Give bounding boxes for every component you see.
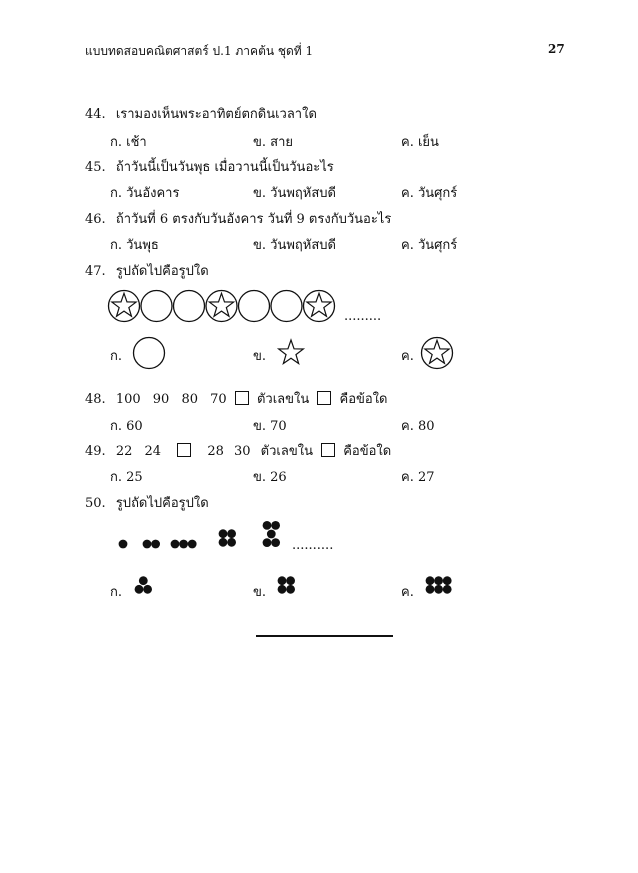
question-text-end: คือข้อใด (339, 392, 388, 407)
q46-option-a[interactable]: ก. วันพุธ (110, 238, 159, 253)
dot (271, 538, 280, 547)
q47-option-b-label[interactable]: ข. (253, 349, 267, 364)
dot (227, 538, 236, 547)
blank-box (235, 391, 249, 405)
blank-box (321, 443, 335, 457)
dot (219, 529, 228, 538)
question-number: 44. (85, 107, 106, 122)
star-shape (425, 340, 449, 363)
circle-shape (271, 291, 302, 322)
q44-option-c[interactable]: ค. เย็น (401, 135, 439, 150)
q50-option-a-label[interactable]: ก. (110, 585, 123, 600)
dot (119, 540, 128, 549)
question-text-end: คือข้อใด (343, 444, 392, 459)
dot (263, 538, 272, 547)
question-text: รูปถัดไปคือรูปใด (115, 496, 209, 511)
q47-option-a-circle-icon[interactable] (132, 336, 166, 370)
q47-option-b-star-icon[interactable] (276, 338, 306, 368)
star-circle-shape (422, 338, 453, 369)
q46-option-b[interactable]: ข. วันพฤหัสบดี (253, 238, 336, 253)
dot (151, 540, 160, 549)
q50-option-b-label[interactable]: ข. (253, 585, 267, 600)
dot (179, 540, 188, 549)
dot (267, 530, 276, 539)
q47-shape-sequence (106, 286, 346, 326)
question-number: 45. (85, 160, 106, 175)
dot (139, 576, 148, 585)
q44-option-b[interactable]: ข. สาย (253, 135, 294, 150)
dot (426, 576, 435, 585)
circle-shape (239, 291, 270, 322)
dot (171, 540, 180, 549)
blank-box (317, 391, 331, 405)
dot (219, 538, 228, 547)
q49-option-c[interactable]: ค. 27 (401, 470, 435, 485)
q48-option-b[interactable]: ข. 70 (253, 419, 287, 434)
dot (434, 585, 443, 594)
q45-option-a[interactable]: ก. วันอังคาร (110, 186, 180, 201)
star-shape (112, 293, 136, 316)
question-47 (85, 260, 209, 281)
q45-option-c[interactable]: ค. วันศุกร์ (401, 186, 458, 201)
question-text: ถ้าวันที่ 6 ตรงกับวันอังคาร วันที่ 9 ตรงกับวันอะไร (115, 212, 392, 227)
number-sequence-end: 28 30 ตัวเลขใน (207, 444, 313, 459)
dot (426, 585, 435, 594)
page-number: 27 (548, 42, 565, 56)
dot (271, 521, 280, 530)
question-number: 47. (85, 264, 106, 279)
star-shape (307, 293, 331, 316)
question-44 (85, 103, 317, 124)
q50-option-b-four-dots-icon[interactable] (274, 572, 300, 598)
q44-option-a[interactable]: ก. เช้า (110, 135, 147, 150)
dot (286, 585, 295, 594)
q48-option-c[interactable]: ค. 80 (401, 419, 435, 434)
question-text: รูปถัดไปคือรูปใด (115, 264, 209, 279)
dot (278, 585, 287, 594)
dot (443, 585, 452, 594)
question-number: 46. (85, 212, 106, 227)
star-circle-shape (304, 291, 335, 322)
number-sequence-start: 22 24 (115, 444, 162, 459)
blank-box (177, 443, 191, 457)
q50-continue-dots: .......... (292, 538, 334, 553)
q50-option-a-three-dots-icon[interactable] (131, 572, 157, 598)
question-number: 49. (85, 444, 106, 459)
circle-shape (174, 291, 205, 322)
circle-shape (141, 291, 172, 322)
question-text: ถ้าวันนี้เป็นวันพุธ เมื่อวานนี้เป็นวันอะไร (115, 160, 334, 175)
question-text-mid: ตัวเลขใน (256, 392, 310, 407)
q49-option-b[interactable]: ข. 26 (253, 470, 287, 485)
question-text: เรามองเห็นพระอาทิตย์ตกดินเวลาใด (115, 107, 317, 122)
star-circle-shape (109, 291, 140, 322)
star-shape (209, 293, 233, 316)
q46-option-c[interactable]: ค. วันศุกร์ (401, 238, 458, 253)
dot (443, 576, 452, 585)
q47-continue-dots: ......... (344, 309, 382, 324)
star-circle-shape (206, 291, 237, 322)
dot (227, 529, 236, 538)
number-sequence: 100 90 80 70 (115, 392, 227, 407)
dot (135, 585, 144, 594)
dot (434, 576, 443, 585)
dot (143, 540, 152, 549)
star-shape (279, 340, 304, 364)
question-49 (85, 440, 391, 461)
question-48 (85, 388, 388, 409)
question-number: 48. (85, 392, 106, 407)
circle-shape (134, 338, 165, 369)
q47-option-a-label[interactable]: ก. (110, 349, 123, 364)
q50-option-c-label[interactable]: ค. (401, 585, 414, 600)
page-header-title: แบบทดสอบคณิตศาสตร์ ป.1 ภาคต้น ชุดที่ 1 (85, 44, 314, 58)
dot (286, 576, 295, 585)
dot (143, 585, 152, 594)
dot (263, 521, 272, 530)
q47-option-c-star-circle-icon[interactable] (420, 336, 454, 370)
q48-option-a[interactable]: ก. 60 (110, 419, 143, 434)
q50-option-c-six-dots-icon[interactable] (424, 572, 458, 598)
question-46 (85, 208, 391, 229)
question-number: 50. (85, 496, 106, 511)
question-50 (85, 492, 209, 513)
q47-option-c-label[interactable]: ค. (401, 349, 414, 364)
end-divider (256, 635, 393, 637)
q45-option-b[interactable]: ข. วันพฤหัสบดี (253, 186, 336, 201)
question-45 (85, 156, 334, 177)
q50-dot-sequence (115, 516, 315, 556)
dot (278, 576, 287, 585)
dot (188, 540, 197, 549)
q49-option-a[interactable]: ก. 25 (110, 470, 143, 485)
